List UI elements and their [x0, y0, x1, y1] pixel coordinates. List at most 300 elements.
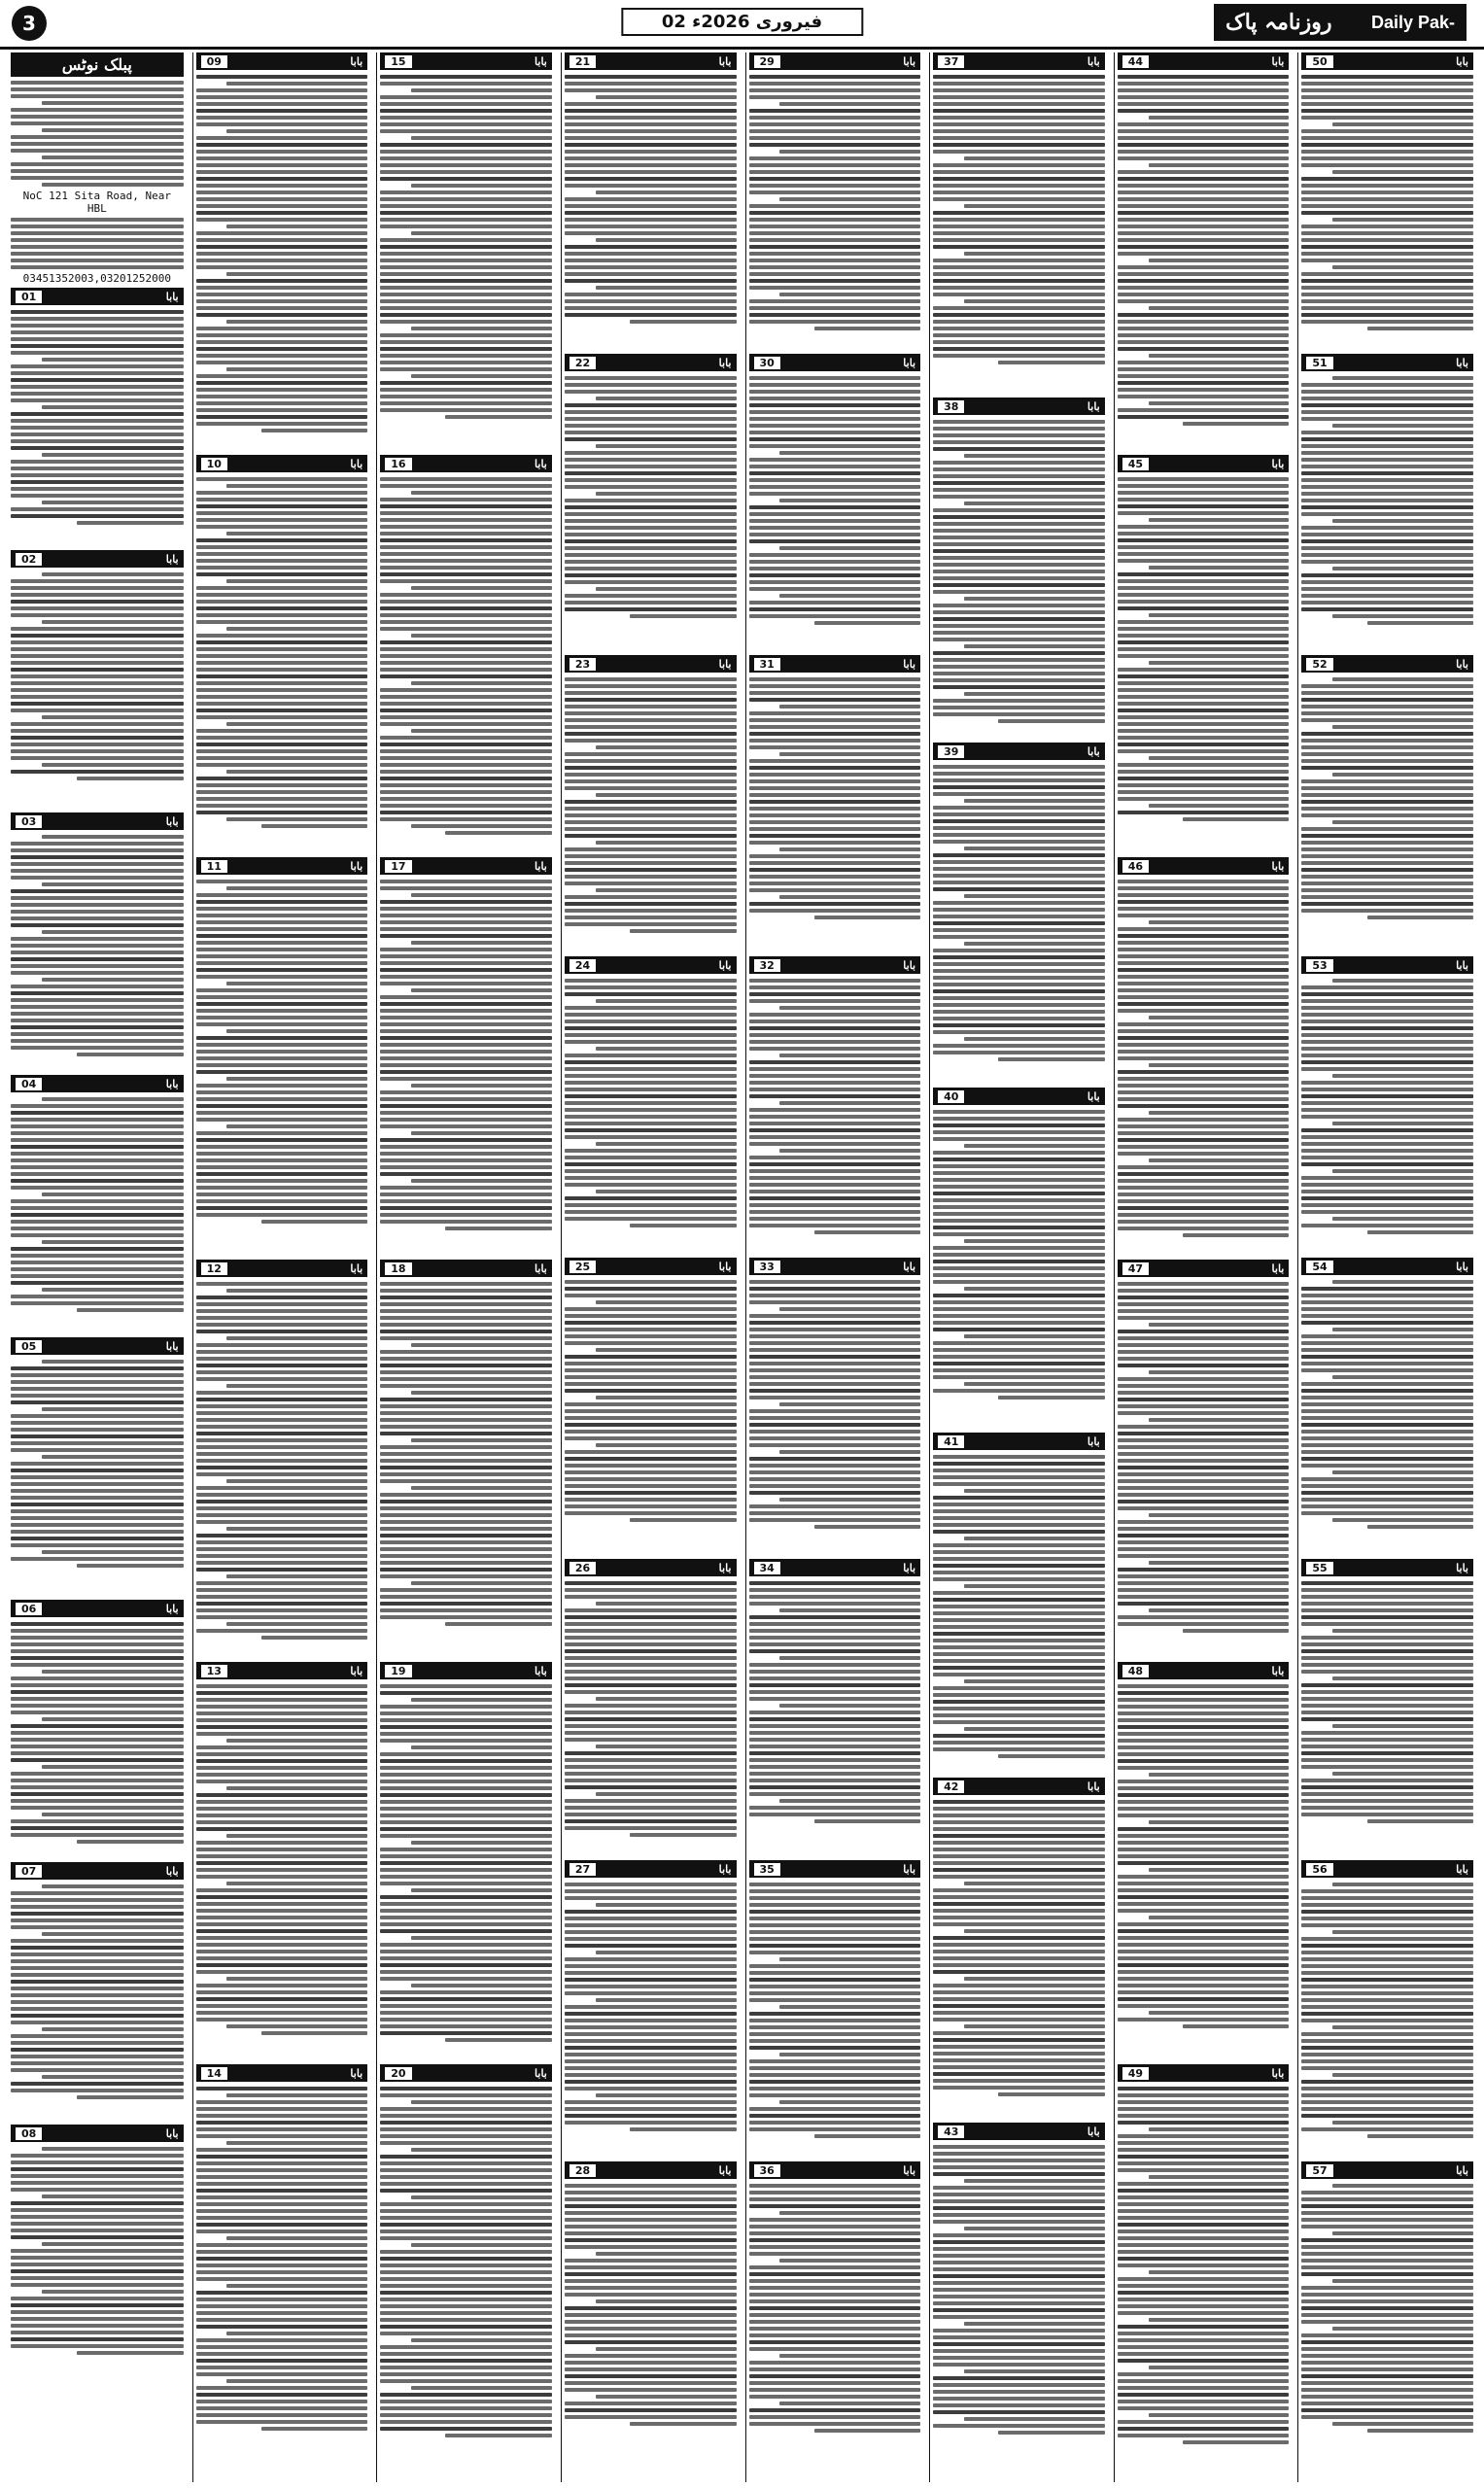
text-line — [226, 982, 367, 985]
text-line — [11, 1032, 184, 1036]
text-line — [11, 1012, 184, 1016]
text-line — [11, 218, 184, 222]
text-line — [1118, 1929, 1290, 1933]
text-line — [1118, 708, 1290, 712]
text-line — [11, 225, 184, 228]
text-line — [11, 426, 184, 430]
text-line — [933, 678, 1105, 682]
text-line — [411, 2195, 552, 2199]
text-line — [749, 2327, 921, 2331]
text-line — [1301, 1341, 1473, 1345]
text-line — [1301, 2066, 1473, 2070]
text-line — [1118, 1479, 1290, 1483]
notice-header — [196, 2064, 368, 2082]
text-line — [565, 143, 737, 147]
text-line — [749, 1203, 921, 1207]
text-line — [42, 1360, 184, 1364]
text-line — [196, 2291, 368, 2295]
text-line — [196, 1172, 368, 1176]
text-line — [933, 1266, 1105, 1270]
text-line — [749, 1122, 921, 1125]
notice-body — [565, 1878, 737, 2136]
text-line — [1118, 1002, 1290, 1006]
text-line — [1118, 941, 1290, 945]
notice-23 — [565, 655, 737, 952]
text-line — [1301, 1588, 1473, 1592]
notice-46 — [1118, 857, 1290, 1256]
notice-number: 36 — [754, 2164, 780, 2177]
text-line — [11, 2021, 184, 2024]
text-line — [565, 1436, 737, 1440]
text-line — [196, 1316, 368, 1320]
text-line — [380, 797, 552, 801]
text-line — [11, 1179, 184, 1183]
text-line — [1149, 2011, 1290, 2015]
text-line — [226, 1289, 367, 1293]
text-line — [380, 1111, 552, 1115]
text-line — [380, 1997, 552, 2001]
text-line — [933, 2165, 1105, 2169]
text-line — [749, 2395, 921, 2399]
text-line — [1118, 1547, 1290, 1551]
notice-label: بابا — [718, 1862, 732, 1876]
text-line — [596, 1142, 737, 1146]
text-line — [1118, 1990, 1290, 1994]
notice-label: بابا — [718, 54, 732, 68]
text-line — [196, 2243, 368, 2247]
text-line — [11, 1131, 184, 1135]
text-line — [11, 1254, 184, 1258]
notice-header — [380, 1662, 552, 1679]
text-line — [380, 1336, 552, 1340]
text-line — [196, 1793, 368, 1797]
text-line — [196, 415, 368, 419]
text-line — [565, 677, 737, 681]
text-line — [11, 889, 184, 893]
text-line — [565, 553, 737, 557]
text-line — [749, 1196, 921, 1200]
issue-date: 02 فیروری 2026ء — [621, 8, 863, 36]
notice-number: 28 — [569, 2164, 596, 2177]
text-line — [933, 819, 1105, 823]
text-line — [411, 184, 552, 188]
text-line — [11, 1516, 184, 1520]
text-line — [1301, 109, 1473, 113]
notice-label: بابا — [718, 1260, 732, 1273]
text-line — [749, 1511, 921, 1515]
text-line — [196, 783, 368, 787]
text-line — [565, 465, 737, 468]
text-line — [11, 586, 184, 590]
text-line — [42, 1765, 184, 1769]
text-line — [933, 1557, 1105, 1561]
text-line — [1301, 2032, 1473, 2036]
text-line — [933, 2376, 1105, 2380]
text-line — [380, 1350, 552, 1354]
text-line — [998, 1057, 1105, 1061]
text-line — [749, 1930, 921, 1934]
notice-label: بابا — [718, 356, 732, 369]
text-line — [380, 1786, 552, 1790]
text-line — [1301, 546, 1473, 550]
text-line — [749, 881, 921, 885]
text-line — [196, 1138, 368, 1142]
text-line — [380, 2202, 552, 2206]
text-line — [196, 238, 368, 242]
notice-header — [565, 52, 737, 70]
text-line — [196, 1022, 368, 1026]
text-line — [565, 1362, 737, 1365]
text-line — [565, 265, 737, 269]
text-line — [11, 1295, 184, 1298]
text-line — [933, 488, 1105, 492]
text-line — [226, 2141, 367, 2145]
text-line — [1149, 1111, 1290, 1115]
text-line — [380, 1752, 552, 1756]
text-line — [380, 1506, 552, 1510]
text-line — [11, 876, 184, 880]
notice-54 — [1301, 1258, 1473, 1555]
text-line — [933, 1700, 1105, 1704]
text-line — [933, 333, 1105, 337]
text-line — [565, 1889, 737, 1893]
text-line — [11, 1710, 184, 1714]
text-line — [380, 2379, 552, 2383]
text-line — [565, 2005, 737, 2009]
text-line — [445, 2434, 552, 2437]
text-line — [11, 378, 184, 382]
text-line — [565, 1149, 737, 1153]
text-line — [1118, 1827, 1290, 1831]
text-line — [11, 1891, 184, 1895]
text-line — [964, 1727, 1105, 1731]
text-line — [1301, 1731, 1473, 1735]
text-line — [380, 1970, 552, 1974]
notice-label: بابا — [350, 457, 363, 470]
text-line — [196, 333, 368, 337]
text-line — [380, 1882, 552, 1885]
text-line — [196, 1513, 368, 1517]
notice-header — [933, 1088, 1105, 1105]
text-line — [1118, 388, 1290, 392]
text-line — [1301, 313, 1473, 317]
sidebar-contact: 03451352003,03201252000 — [22, 272, 171, 285]
text-line — [749, 390, 921, 394]
text-line — [565, 1717, 737, 1721]
text-line — [1332, 2422, 1473, 2426]
text-line — [1118, 122, 1290, 126]
text-line — [196, 109, 368, 113]
text-line — [380, 736, 552, 740]
text-line — [749, 163, 921, 167]
text-line — [380, 1807, 552, 1811]
text-line — [1149, 566, 1290, 570]
text-line — [1301, 793, 1473, 797]
text-line — [779, 2402, 920, 2405]
text-line — [1301, 875, 1473, 879]
text-line — [196, 1350, 368, 1354]
text-line — [196, 1568, 368, 1572]
text-line — [11, 1799, 184, 1803]
text-line — [1301, 2046, 1473, 2050]
text-line — [196, 1909, 368, 1913]
text-line — [596, 999, 737, 1003]
text-line — [779, 2211, 920, 2215]
text-line — [565, 786, 737, 790]
text-line — [565, 573, 737, 577]
text-line — [196, 2004, 368, 2008]
text-line — [565, 505, 737, 509]
text-line — [196, 2107, 368, 2111]
text-line — [380, 408, 552, 412]
text-line — [933, 2233, 1105, 2237]
text-line — [933, 1294, 1105, 1297]
text-line — [1301, 1799, 1473, 1803]
notice-label: بابا — [903, 356, 916, 369]
text-line — [779, 102, 920, 106]
text-line — [380, 552, 552, 556]
text-line — [1301, 1156, 1473, 1159]
text-line — [933, 2004, 1105, 2008]
text-line — [380, 477, 552, 481]
text-line — [226, 1479, 367, 1483]
text-line — [380, 927, 552, 931]
text-line — [11, 1428, 184, 1432]
text-line — [11, 903, 184, 907]
text-line — [933, 901, 1105, 905]
notice-26 — [565, 1559, 737, 1856]
text-line — [42, 1884, 184, 1888]
text-line — [749, 1128, 921, 1132]
notice-header — [1118, 857, 1290, 875]
text-line — [196, 1752, 368, 1756]
notice-body — [749, 2179, 921, 2437]
text-line — [565, 1074, 737, 1078]
notice-body — [11, 1617, 184, 1849]
text-line — [596, 2252, 737, 2256]
text-line — [933, 2254, 1105, 2258]
notice-12 — [196, 1260, 368, 1658]
notice-header — [11, 1337, 184, 1355]
text-line — [196, 1418, 368, 1422]
text-line — [1301, 1504, 1473, 1508]
notice-56 — [1301, 1860, 1473, 2158]
text-line — [565, 1217, 737, 1221]
text-line — [749, 1328, 921, 1331]
text-line — [1118, 1206, 1290, 1210]
text-line — [1301, 601, 1473, 605]
text-line — [261, 1220, 368, 1224]
text-line — [380, 2004, 552, 2008]
text-line — [196, 2345, 368, 2349]
text-line — [565, 75, 737, 79]
text-line — [933, 467, 1105, 471]
text-line — [933, 184, 1105, 188]
notice-number: 45 — [1122, 458, 1149, 470]
text-line — [933, 1970, 1105, 1974]
text-line — [933, 1151, 1105, 1155]
text-line — [1118, 1595, 1290, 1599]
text-line — [933, 354, 1105, 358]
text-line — [565, 607, 737, 611]
notice-number: 13 — [201, 1665, 227, 1677]
notice-body — [749, 974, 921, 1239]
text-line — [11, 245, 184, 249]
text-line — [1118, 204, 1290, 208]
text-line — [380, 1990, 552, 1994]
text-line — [1301, 1389, 1473, 1393]
text-line — [1301, 2272, 1473, 2276]
notice-label: بابا — [350, 54, 363, 68]
text-line — [11, 324, 184, 328]
text-line — [380, 190, 552, 194]
text-line — [1118, 1691, 1290, 1695]
notice-body — [749, 1878, 921, 2143]
text-line — [196, 1036, 368, 1040]
text-line — [1301, 1813, 1473, 1816]
notice-header — [933, 743, 1105, 760]
text-line — [933, 806, 1105, 810]
text-line — [1118, 1493, 1290, 1497]
text-line — [11, 2256, 184, 2260]
text-line — [565, 1649, 737, 1653]
text-line — [1301, 533, 1473, 536]
text-line — [749, 1951, 921, 1954]
text-line — [1118, 2004, 1290, 2008]
text-line — [933, 75, 1105, 79]
text-line — [749, 143, 921, 147]
text-line — [933, 590, 1105, 594]
text-line — [226, 532, 367, 536]
text-line — [1118, 2345, 1290, 2349]
notice-number: 29 — [754, 55, 780, 68]
text-line — [380, 1043, 552, 1047]
text-line — [380, 777, 552, 780]
text-line — [11, 736, 184, 740]
text-line — [933, 1854, 1105, 1858]
text-line — [380, 333, 552, 337]
text-line — [1118, 2420, 1290, 2424]
text-line — [779, 451, 920, 455]
text-line — [1301, 992, 1473, 996]
text-line — [1118, 1568, 1290, 1572]
text-line — [11, 661, 184, 665]
text-line — [1301, 573, 1473, 577]
text-line — [1118, 1854, 1290, 1858]
text-line — [933, 1205, 1105, 1209]
text-line — [42, 1550, 184, 1554]
text-line — [933, 570, 1105, 573]
text-line — [1301, 1937, 1473, 1941]
notice-body — [1118, 1679, 1290, 2033]
text-line — [42, 1670, 184, 1674]
text-line — [1118, 1602, 1290, 1606]
text-line — [380, 504, 552, 508]
text-line — [380, 566, 552, 570]
notice-header — [933, 2123, 1105, 2140]
text-line — [749, 1504, 921, 1508]
text-line — [779, 2005, 920, 2009]
text-line — [596, 1396, 737, 1400]
text-line — [1301, 2245, 1473, 2249]
text-line — [565, 1040, 737, 1044]
text-line — [1118, 900, 1290, 904]
text-line — [565, 847, 737, 851]
text-line — [1332, 614, 1473, 618]
text-line — [749, 1094, 921, 1098]
text-line — [1301, 1944, 1473, 1948]
text-line — [1118, 606, 1290, 610]
text-line — [1301, 2299, 1473, 2303]
text-line — [565, 2184, 737, 2188]
text-line — [1118, 2332, 1290, 2335]
text-line — [11, 1186, 184, 1190]
text-line — [380, 654, 552, 658]
text-line — [933, 1659, 1105, 1663]
text-line — [749, 1362, 921, 1365]
text-line — [380, 143, 552, 147]
text-line — [596, 1047, 737, 1051]
text-line — [1118, 238, 1290, 242]
text-line — [42, 882, 184, 886]
text-line — [1301, 752, 1473, 756]
text-line — [380, 2209, 552, 2213]
text-line — [380, 668, 552, 672]
text-line — [196, 654, 368, 658]
text-line — [1118, 1841, 1290, 1845]
text-line — [933, 1362, 1105, 1365]
text-line — [380, 1739, 552, 1743]
notice-number: 50 — [1306, 55, 1332, 68]
text-line — [380, 593, 552, 597]
text-line — [1301, 1923, 1473, 1927]
text-line — [749, 1765, 921, 1769]
text-line — [1332, 1676, 1473, 1680]
text-line — [196, 1063, 368, 1067]
text-line — [749, 1683, 921, 1687]
text-line — [565, 1991, 737, 1995]
text-line — [1301, 868, 1473, 872]
text-line — [11, 1448, 184, 1452]
text-line — [565, 1341, 737, 1345]
text-line — [749, 1443, 921, 1447]
text-line — [749, 376, 921, 380]
notice-number: 39 — [938, 745, 964, 758]
text-line — [196, 893, 368, 897]
text-line — [565, 1779, 737, 1782]
text-line — [749, 2306, 921, 2310]
notice-number: 38 — [938, 400, 964, 413]
text-line — [196, 1963, 368, 1967]
text-line — [565, 2238, 737, 2242]
text-line — [565, 1128, 737, 1132]
text-line — [749, 1595, 921, 1599]
text-line — [1118, 1227, 1290, 1230]
text-line — [933, 2172, 1105, 2176]
text-line — [1301, 1196, 1473, 1200]
text-line — [196, 1016, 368, 1019]
text-line — [380, 613, 552, 617]
text-line — [565, 1033, 737, 1037]
notice-number: 53 — [1306, 959, 1332, 972]
text-line — [1118, 702, 1290, 706]
text-line — [749, 1382, 921, 1386]
text-line — [1118, 1752, 1290, 1756]
text-line — [1118, 2161, 1290, 2165]
text-line — [1118, 484, 1290, 488]
text-line — [196, 2393, 368, 2397]
text-line — [749, 1409, 921, 1413]
